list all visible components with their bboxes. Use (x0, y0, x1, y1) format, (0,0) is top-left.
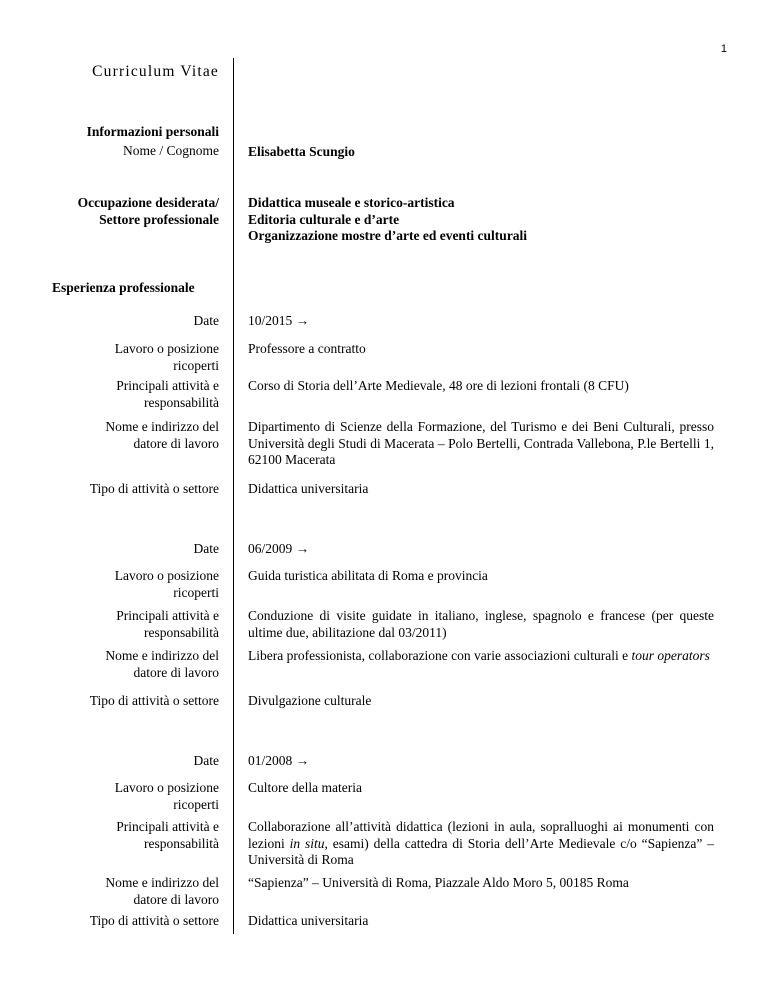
date-value: 10/2015 → (248, 313, 310, 328)
sector-value: Divulgazione culturale (248, 693, 372, 708)
position-value: Professore a contratto (248, 341, 366, 356)
label-line: Principali attività e (116, 819, 219, 834)
name-value: Elisabetta Scungio (248, 144, 355, 159)
activities-label (116, 378, 219, 411)
position-label (115, 568, 219, 601)
date-label: Date (193, 541, 219, 556)
employer-text-italic: tour operators (631, 648, 710, 663)
activities-label (116, 819, 219, 852)
page-number: 1 (720, 43, 727, 55)
date-value: 01/2008 → (248, 753, 310, 768)
occupation-line: Organizzazione mostre d’arte ed eventi culturali (248, 228, 528, 243)
occupation-line: Didattica museale e storico-artistica (248, 195, 455, 210)
employer-label (105, 875, 219, 908)
activities-text: , esami) della cattedra di Storia dell’Arte Medievale c/o “Sapienza” – Università di Roma (248, 835, 714, 867)
label-line: datore di lavoro (133, 435, 219, 451)
label-line: ricoperti (173, 584, 219, 600)
employer-value: Dipartimento di Scienze della Formazione, del Turismo e dei Beni Culturali, presso Università degli Studi di Macerata – Polo Bertelli, Contrada Vallebona, P.le Bertelli 1, 62100 Macerata (248, 419, 714, 467)
position-value: Cultore della materia (248, 780, 362, 795)
position-value: Guida turistica abilitata di Roma e provincia (248, 568, 488, 583)
section-experience: Esperienza professionale (52, 280, 195, 295)
activities-text-italic: in situ (289, 835, 325, 851)
cv-title: Curriculum Vitae (92, 63, 219, 80)
label-line: Lavoro o posizione (114, 780, 219, 795)
occupation-value (248, 195, 714, 245)
date-label: Date (193, 753, 219, 768)
label-line: responsabilità (144, 835, 219, 851)
activities-label (116, 608, 219, 641)
label-line: Lavoro o posizione (114, 341, 219, 356)
occupation-label-line: Settore professionale (99, 211, 219, 227)
position-label (115, 341, 219, 374)
sector-label: Tipo di attività o settore (89, 913, 219, 928)
occupation-line: Editoria culturale e d’arte (248, 211, 400, 227)
date-label: Date (193, 313, 219, 328)
employer-text: Libera professionista, collaborazione con varie associazioni culturali e (248, 648, 632, 663)
date-value: 06/2009 → (248, 541, 310, 556)
activities-value: Conduzione di visite guidate in italiano, inglese, spagnolo e francese (per queste ultime due, abilitazione dal 03/2011) (248, 608, 714, 640)
label-line: Nome e indirizzo del (105, 648, 219, 663)
employer-label (105, 648, 219, 681)
section-personal-info: Informazioni personali (86, 124, 219, 139)
label-line: Nome e indirizzo del (105, 875, 219, 890)
occupation-label-line: Occupazione desiderata/ (77, 195, 219, 210)
position-label (115, 780, 219, 813)
sector-value: Didattica universitaria (248, 913, 369, 928)
label-line: Principali attività e (116, 608, 219, 623)
label-line: ricoperti (173, 357, 219, 373)
employer-value (248, 648, 714, 665)
name-label: Nome / Cognome (123, 143, 219, 158)
label-line: datore di lavoro (133, 891, 219, 907)
label-line: datore di lavoro (133, 664, 219, 680)
activities-value: Corso di Storia dell’Arte Medievale, 48 ore di lezioni frontali (8 CFU) (248, 378, 629, 393)
vertical-divider (233, 58, 234, 934)
sector-label: Tipo di attività o settore (89, 693, 219, 708)
label-line: Lavoro o posizione (114, 568, 219, 583)
activities-text: Collaborazione all’attività didattica (lezioni in aula, sopralluoghi ai monumenti con lezioni (248, 819, 714, 851)
label-line: responsabilità (144, 624, 219, 640)
label-line: Nome e indirizzo del (105, 419, 219, 434)
employer-label (105, 419, 219, 452)
sector-label: Tipo di attività o settore (89, 481, 219, 496)
sector-value: Didattica universitaria (248, 481, 369, 496)
label-line: ricoperti (173, 796, 219, 812)
activities-value (248, 819, 714, 869)
label-line: Principali attività e (116, 378, 219, 393)
employer-value: “Sapienza” – Università di Roma, Piazzale Aldo Moro 5, 00185 Roma (248, 875, 629, 890)
label-line: responsabilità (144, 394, 219, 410)
occupation-label (78, 195, 219, 228)
